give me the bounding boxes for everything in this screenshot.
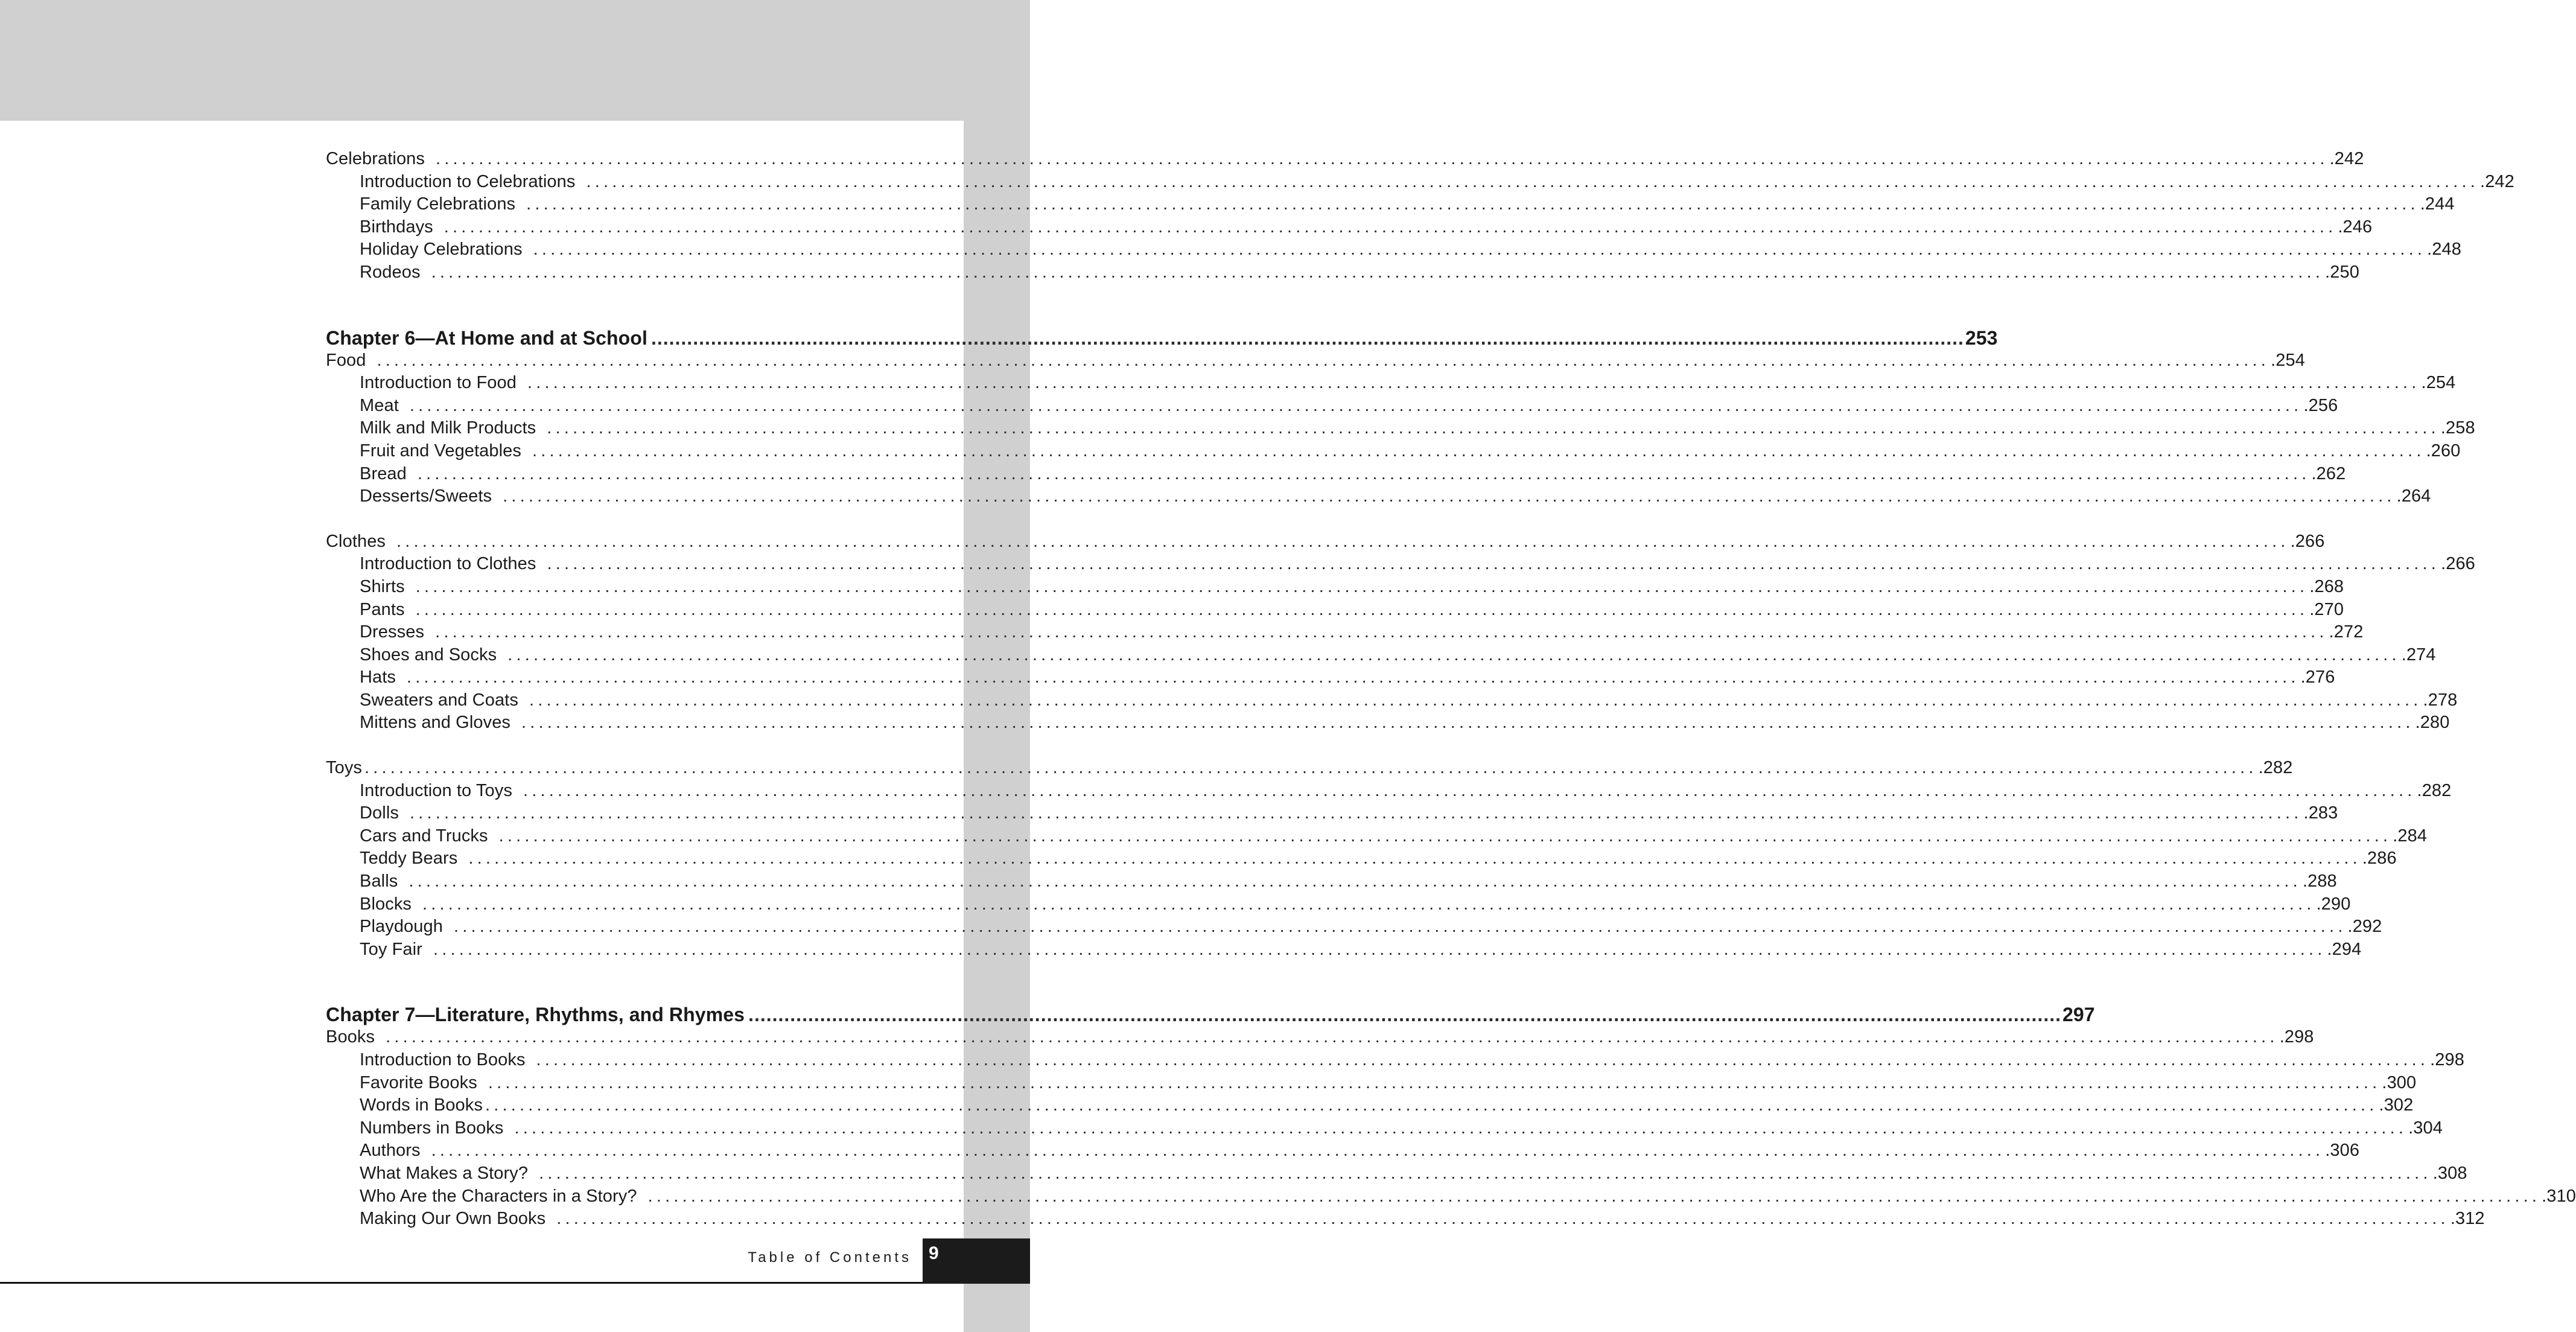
toc-subentry[interactable] (326, 238, 2462, 261)
dot-leader: ............................................................................................................................................................................................................................ (409, 395, 2303, 415)
entry-label: Family Celebrations (360, 194, 516, 214)
entry-label: Cars and Trucks (360, 826, 488, 846)
toc-subentry[interactable] (326, 1117, 2443, 1140)
entry-label: Rodeos (360, 262, 421, 282)
entry-page: .284 (2393, 826, 2428, 846)
dot-leader: ............................................................................................................................................................................................................................ (433, 939, 2326, 959)
section-chapter-6 (326, 327, 2475, 508)
top-gray-band (0, 0, 1030, 121)
entry-page: .242 (2329, 149, 2364, 168)
entry-page: .310 (2542, 1186, 2576, 1206)
entry-page: .244 (2420, 194, 2455, 214)
entry-label: Sweaters and Coats (360, 690, 518, 710)
dot-leader: ............................................................................................................................................................................................................................ (386, 1027, 2279, 1047)
entry-page: .258 (2440, 418, 2475, 438)
toc-subentry[interactable] (326, 916, 2382, 938)
dot-leader: ............................................................................................................................................................................................................................ (407, 668, 2300, 687)
entry-label: Desserts/Sweets (360, 486, 492, 506)
entry-label: Teddy Bears (360, 849, 458, 868)
dot-leader: ............................................................................................................................................................................................................................ (422, 894, 2315, 914)
toc-subentry[interactable] (326, 938, 2362, 961)
dot-leader: ............................................................................................................................................................................................................................ (468, 849, 2361, 868)
dot-leader: ............................................................................................................................................................................................................................ (647, 1186, 2541, 1206)
dot-leader: ............................................................................................................................................................................................................................ (436, 149, 2329, 168)
dot-leader: ............................................................................................................................................................................................................................ (527, 373, 2420, 393)
entry-page: .308 (2432, 1163, 2467, 1183)
toc-subentry[interactable] (326, 576, 2344, 599)
dot-leader: ............................................................................................................................................................................................................................ (431, 262, 2324, 282)
entry-page: .290 (2316, 894, 2351, 914)
toc-subentry[interactable] (326, 1072, 2417, 1095)
entry-label: Food (326, 350, 366, 370)
entry-page: .292 (2347, 917, 2382, 937)
chapter-page: 297 (2062, 1004, 2095, 1026)
footer-section-label: Table of Contents (748, 1249, 912, 1266)
dot-leader: ............................................................................................................................................................................................................................ (586, 171, 2479, 191)
dot-leader: ............................................................................................................................................................................................................................ (529, 690, 2422, 710)
dot-leader: ............................................................................................................................................................................................................................ (526, 194, 2419, 214)
entry-page: .266 (2441, 554, 2475, 574)
toc-subentry[interactable] (326, 553, 2475, 576)
entry-page: .264 (2396, 486, 2431, 506)
toc-subentry[interactable] (326, 1139, 2360, 1162)
toc-entry-clothes[interactable] (326, 531, 2325, 553)
toc-subentry[interactable] (326, 689, 2458, 712)
dot-leader: ............................................................................................................................................................................................................................ (514, 1118, 2408, 1138)
entry-label: Shoes and Socks (360, 645, 497, 664)
toc-subentry[interactable] (326, 216, 2373, 239)
entry-label: Blocks (360, 894, 412, 914)
entry-page: .250 (2325, 262, 2359, 282)
entry-page: .300 (2382, 1072, 2417, 1092)
entry-page: .272 (2329, 622, 2364, 642)
dot-leader: ............................................................................................................................................................................................................................ (435, 622, 2328, 642)
toc-entry-toys[interactable] (326, 757, 2293, 780)
entry-label: Hats (360, 668, 396, 687)
dot-leader: ............................................................................................................................................................................................................................ (547, 554, 2440, 574)
toc-subentry[interactable] (326, 417, 2475, 440)
dot-leader: ............................................................................................................................................................................................................................ (453, 917, 2347, 937)
toc-subentry[interactable] (326, 1049, 2464, 1072)
toc-subentry[interactable] (326, 621, 2364, 644)
entry-label: Mittens and Gloves (360, 713, 511, 733)
toc-subentry[interactable] (326, 440, 2461, 463)
entry-page: .276 (2300, 668, 2335, 687)
footer-rule (0, 1282, 1030, 1284)
entry-page: .282 (2417, 780, 2452, 800)
entry-page: .302 (2379, 1095, 2414, 1115)
dot-leader: ............................................................................................................................................................................................................................ (377, 350, 2270, 370)
entry-page: .242 (2480, 171, 2514, 191)
dot-leader: ............................................................................................................................................................................................................................ (396, 531, 2289, 551)
entry-page: .294 (2327, 939, 2362, 959)
dot-leader: ............................................................................................................................................................................................................................ (415, 599, 2309, 619)
entry-page: .246 (2338, 217, 2373, 237)
entry-label: Meat (360, 395, 399, 415)
dot-leader: ............................................................................................................................................................................................................................ (536, 1050, 2429, 1069)
dot-leader: ............................................................................................................................................................................................................................ (532, 441, 2425, 460)
entry-label: Shirts (360, 576, 405, 596)
chapter-title: Chapter 6—At Home and at School (326, 327, 647, 349)
entry-label: Holiday Celebrations (360, 240, 523, 260)
dot-leader: ............................................................................................................................................................................................................................ (417, 464, 2310, 483)
entry-label: Clothes (326, 531, 386, 551)
entry-page: .283 (2303, 803, 2338, 823)
toc-subentry[interactable] (326, 644, 2436, 667)
toc-subentry[interactable] (326, 372, 2456, 395)
entry-label: Milk and Milk Products (360, 418, 536, 438)
toc-subentry[interactable] (326, 780, 2452, 803)
toc-subentry[interactable] (326, 1094, 2414, 1117)
toc-subentry[interactable] (326, 261, 2359, 284)
dot-leader: ............................................................................................................................................................................................................................ (503, 486, 2396, 506)
chapter-title: Chapter 7—Literature, Rhythms, and Rhymes (326, 1004, 745, 1026)
entry-label: Birthdays (360, 217, 433, 237)
toc-subentry[interactable] (326, 870, 2337, 893)
entry-page: .268 (2309, 576, 2344, 596)
dot-leader: ............................................................................................................................................................................................................................ (748, 1004, 2061, 1026)
toc-subentry[interactable] (326, 463, 2346, 486)
toc-subentry[interactable] (326, 1162, 2467, 1185)
dot-leader: ............................................................................................................................................................................................................................ (364, 758, 2257, 778)
entry-page: .312 (2450, 1209, 2485, 1229)
dot-leader: ............................................................................................................................................................................................................................ (409, 872, 2301, 891)
section-celebrations (326, 148, 2514, 284)
entry-label: Introduction to Books (360, 1050, 526, 1069)
entry-label: Toy Fair (360, 939, 422, 959)
toc-entry-food[interactable] (326, 349, 2305, 372)
toc-subentry[interactable] (326, 712, 2450, 735)
dot-leader: ............................................................................................................................................................................................................................ (650, 327, 1964, 349)
toc-subentry[interactable] (326, 171, 2514, 194)
entry-page: .282 (2258, 758, 2293, 778)
dot-leader: ............................................................................................................................................................................................................................ (556, 1209, 2449, 1229)
dot-leader: ............................................................................................................................................................................................................................ (498, 826, 2392, 846)
entry-label: Books (326, 1027, 375, 1047)
entry-label: Introduction to Food (360, 373, 517, 393)
entry-page: .266 (2290, 531, 2325, 551)
entry-label: Who Are the Characters in a Story? (360, 1186, 637, 1206)
chapter-heading-6[interactable] (326, 327, 1998, 349)
section-clothes (326, 531, 2475, 735)
dot-leader: ............................................................................................................................................................................................................................ (409, 803, 2303, 823)
entry-label: Introduction to Celebrations (360, 171, 576, 191)
entry-label: Introduction to Toys (360, 780, 512, 800)
toc-subentry[interactable] (326, 485, 2431, 508)
entry-label: Pants (360, 599, 405, 619)
entry-page: .260 (2426, 441, 2461, 460)
entry-label: Dolls (360, 803, 399, 823)
entry-page: .298 (2279, 1027, 2314, 1047)
toc-subentry[interactable] (326, 1208, 2485, 1231)
dot-leader: ............................................................................................................................................................................................................................ (415, 576, 2309, 596)
entry-label: Numbers in Books (360, 1118, 504, 1138)
entry-label: Celebrations (326, 149, 425, 168)
entry-label: Bread (360, 464, 407, 483)
dot-leader: ............................................................................................................................................................................................................................ (444, 217, 2337, 237)
entry-page: .254 (2421, 373, 2456, 393)
entry-label: Authors (360, 1141, 421, 1161)
toc-subentry[interactable] (326, 802, 2338, 825)
entry-page: .256 (2303, 395, 2338, 415)
chapter-heading-7[interactable] (326, 1003, 2095, 1026)
entry-label: Introduction to Clothes (360, 554, 536, 574)
entry-page: .274 (2401, 645, 2436, 664)
dot-leader: ............................................................................................................................................................................................................................ (488, 1072, 2381, 1092)
toc-subentry[interactable] (326, 825, 2428, 848)
entry-page: .306 (2325, 1141, 2360, 1161)
entry-page: .262 (2311, 464, 2346, 483)
toc-subentry[interactable] (326, 847, 2397, 870)
entry-page: .280 (2415, 713, 2450, 733)
entry-page: .278 (2423, 690, 2458, 710)
dot-leader: ............................................................................................................................................................................................................................ (507, 645, 2400, 664)
entry-page: .286 (2362, 849, 2397, 868)
toc-subentry[interactable] (326, 1185, 2576, 1208)
section-toys (326, 757, 2452, 961)
toc-entry-books[interactable] (326, 1026, 2314, 1049)
entry-label: Making Our Own Books (360, 1209, 546, 1229)
chapter-page: 253 (1965, 327, 1998, 349)
section-chapter-7 (326, 1003, 2576, 1230)
page-number-tab (923, 1238, 1030, 1284)
entry-label: Dresses (360, 622, 425, 642)
entry-label: Playdough (360, 917, 443, 937)
entry-page: .304 (2408, 1118, 2443, 1138)
entry-label: What Makes a Story? (360, 1163, 529, 1183)
dot-leader: ............................................................................................................................................................................................................................ (431, 1141, 2324, 1161)
entry-page: .248 (2427, 240, 2462, 260)
dot-leader: ............................................................................................................................................................................................................................ (521, 713, 2414, 733)
entry-page: .298 (2430, 1050, 2464, 1069)
toc-subentry[interactable] (326, 599, 2344, 622)
entry-label: Toys (326, 758, 363, 778)
dot-leader: ............................................................................................................................................................................................................................ (485, 1095, 2378, 1115)
entry-label: Words in Books (360, 1095, 483, 1115)
entry-page: .254 (2271, 350, 2305, 370)
page-number: 9 (929, 1243, 939, 1263)
dot-leader: ............................................................................................................................................................................................................................ (539, 1163, 2432, 1183)
table-of-contents (326, 148, 2576, 1231)
entry-page: .288 (2302, 872, 2337, 891)
dot-leader: ............................................................................................................................................................................................................................ (533, 240, 2426, 260)
toc-entry-celebrations[interactable] (326, 148, 2364, 171)
dot-leader: ............................................................................................................................................................................................................................ (547, 418, 2440, 438)
entry-page: .270 (2309, 599, 2344, 619)
entry-label: Balls (360, 872, 398, 891)
dot-leader: ............................................................................................................................................................................................................................ (523, 780, 2416, 800)
toc-subentry[interactable] (326, 666, 2335, 689)
toc-subentry[interactable] (326, 193, 2455, 216)
toc-subentry[interactable] (326, 395, 2338, 418)
toc-subentry[interactable] (326, 893, 2351, 916)
entry-label: Favorite Books (360, 1072, 477, 1092)
entry-label: Fruit and Vegetables (360, 441, 522, 460)
